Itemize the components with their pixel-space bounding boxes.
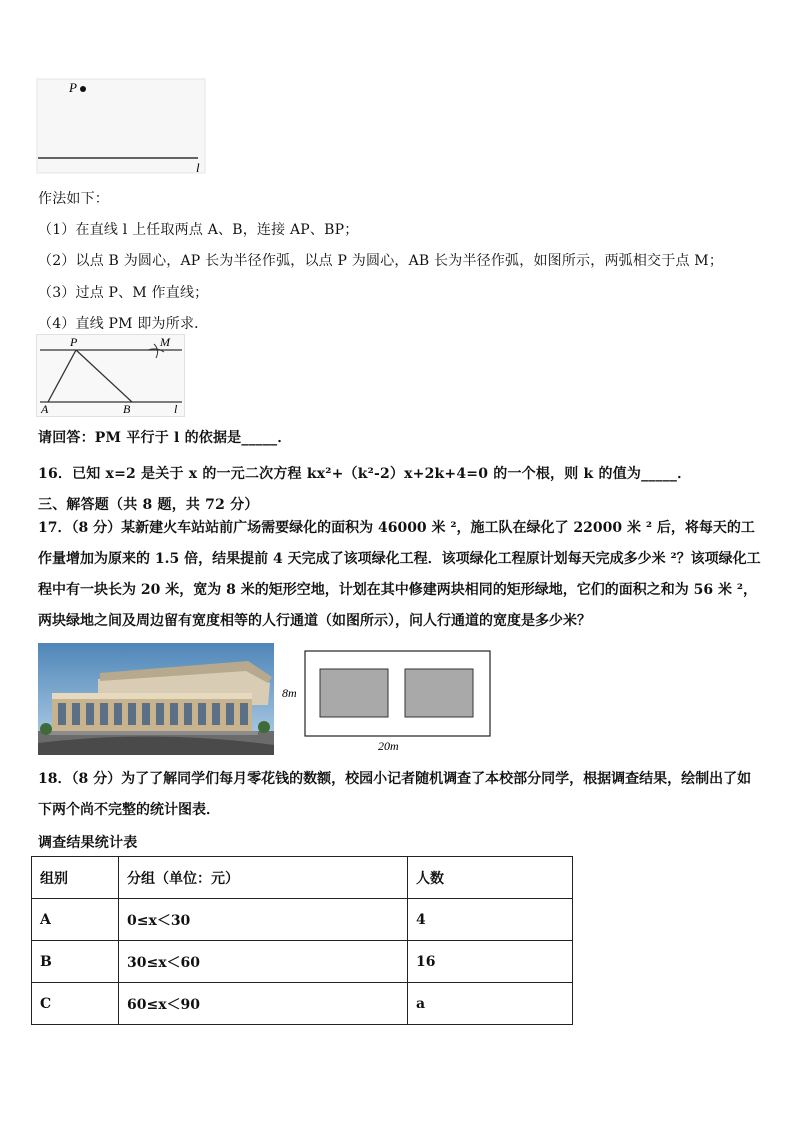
cell-group: B — [32, 941, 119, 983]
cell-range: 0≤x＜30 — [119, 899, 408, 941]
width-label: 20m — [378, 739, 399, 753]
label-p: P — [70, 335, 78, 349]
header-range: 分组（单位：元） — [119, 857, 408, 899]
cell-range: 30≤x＜60 — [119, 941, 408, 983]
results-table — [31, 856, 573, 1025]
table-row — [32, 983, 573, 1025]
cell-range: 60≤x＜90 — [119, 983, 408, 1025]
table-title: 调查结果统计表 — [38, 835, 138, 851]
header-count: 人数 — [408, 857, 573, 899]
table-row — [32, 941, 573, 983]
construction-step-2: （2）以点 B 为圆心，AP 长为半径作弧，以点 P 为圆心，AB 长为半径作弧，如图所示，两弧相交于点 M； — [38, 253, 724, 269]
construction-heading: 作法如下： — [38, 191, 109, 207]
figure-parallel-construction — [36, 334, 186, 418]
green-plot-right — [405, 669, 473, 717]
question-16: 16．已知 x=2 是关于 x 的一元二次方程 kx²+（k²-2）x+2k+4=0 的一个根，则 k 的值为_____． — [38, 466, 692, 482]
cell-count: 16 — [408, 941, 573, 983]
construction-step-4: （4）直线 PM 即为所求． — [38, 316, 209, 332]
height-label: 8m — [282, 686, 297, 700]
train-station-image — [38, 643, 274, 755]
question-17: 17．（8 分）某新建火车站站前广场需要绿化的面积为 46000 米 ²，施工队在绿化了 22000 米 ² 后，将每天的工作量增加为原来的 1.5 倍，结果提前 4 天完成了该项绿化工程．该项绿化工程原计划每天完成多少米 ²？该项绿化工程中有一块长为 20 米，宽为 8 米的矩形空地，计划在其中修建两块相同的矩形绿地，它们的面积之和为 56 米 ²，两块绿地之间及周边留有宽度相等的人行通道（如图所示），问人行通道的宽度是多少米？ — [38, 520, 761, 629]
cell-count: 4 — [408, 899, 573, 941]
figure-point-and-line — [36, 76, 208, 176]
section-3-heading: 三、解答题（共 8 题，共 72 分） — [38, 497, 259, 513]
label-l: l — [196, 160, 200, 175]
label-p: P — [69, 80, 77, 95]
question-18: 18．（8 分）为了了解同学们每月零花钱的数额，校园小记者随机调查了本校部分同学，根据调查结果，绘制出了如下两个尚不完整的统计图表． — [38, 771, 752, 818]
green-plot-left — [320, 669, 388, 717]
cell-group: A — [32, 899, 119, 941]
point-p — [80, 86, 86, 92]
label-a: A — [41, 402, 49, 416]
header-group: 组别 — [32, 857, 119, 899]
label-l: l — [174, 402, 178, 416]
table-row — [32, 899, 573, 941]
label-b: B — [123, 402, 131, 416]
plot-diagram — [278, 650, 492, 756]
cell-group: C — [32, 983, 119, 1025]
cell-count: a — [408, 983, 573, 1025]
construction-step-3: （3）过点 P、M 作直线； — [38, 285, 209, 301]
question-15-answer-prompt: 请回答：PM 平行于 l 的依据是_____． — [38, 430, 292, 446]
label-m: M — [160, 335, 170, 349]
table-header-row — [32, 857, 573, 899]
construction-step-1: （1）在直线 l 上任取两点 A、B，连接 AP、BP； — [38, 222, 359, 238]
